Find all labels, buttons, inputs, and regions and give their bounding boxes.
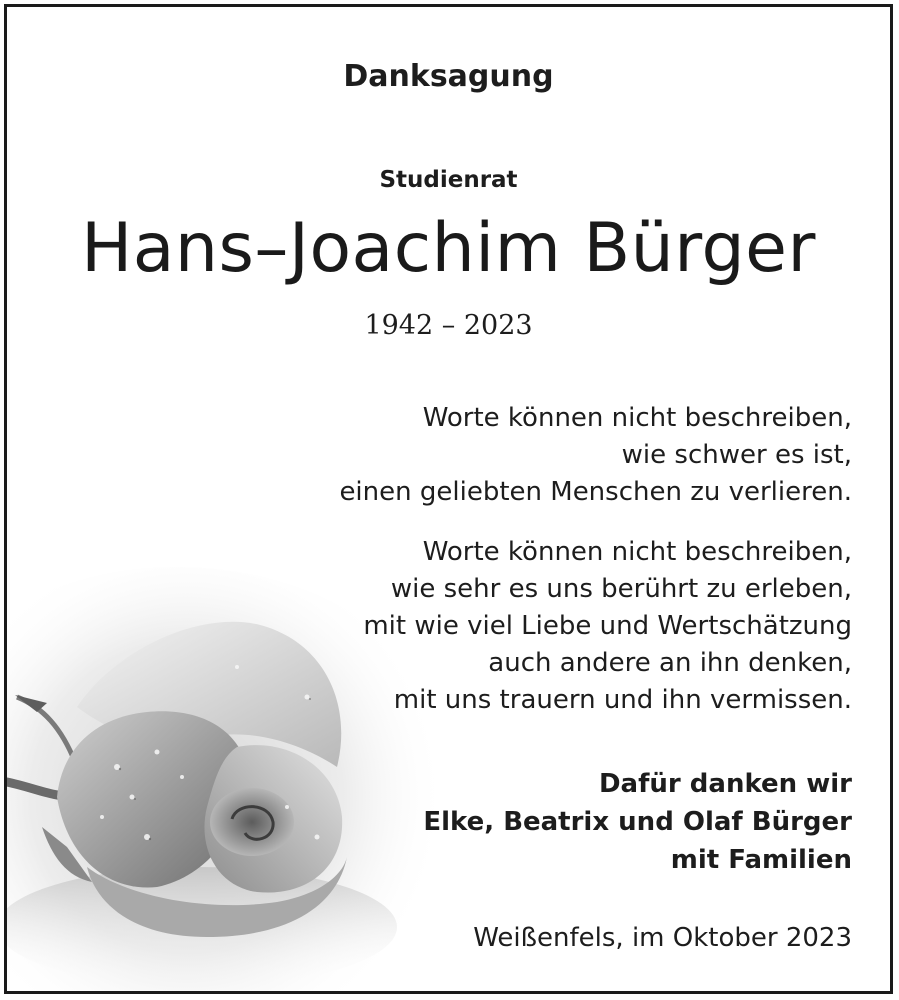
place-date: Weißenfels, im Oktober 2023 [473,923,852,953]
poem-line: auch andere an ihn denken, [488,648,852,678]
poem-stanza-2 [363,534,852,719]
poem-line: mit uns trauern und ihn vermissen. [393,685,852,715]
thanks-line: Dafür danken wir [598,769,852,799]
poem-line: Worte können nicht beschreiben, [422,537,852,567]
poem-stanza-1 [339,400,852,511]
poem-line: wie sehr es uns berührt zu erleben, [390,574,852,604]
life-years: 1942 – 2023 [364,310,533,341]
poem-line: mit wie viel Liebe und Wertschätzung [363,611,852,641]
deceased-name: Hans–Joachim Bürger [81,209,816,288]
family-names: Elke, Beatrix und Olaf Bürger [423,807,852,837]
heading: Danksagung [343,59,554,94]
honorific-title: Studienrat [379,167,518,193]
poem-line: wie schwer es ist, [621,440,852,470]
poem-line: einen geliebten Menschen zu verlieren. [339,477,852,507]
obituary-frame [4,4,893,994]
poem-line: Worte können nicht beschreiben, [422,403,852,433]
thanks-block [423,765,852,879]
thanks-line: mit Familien [670,845,852,875]
